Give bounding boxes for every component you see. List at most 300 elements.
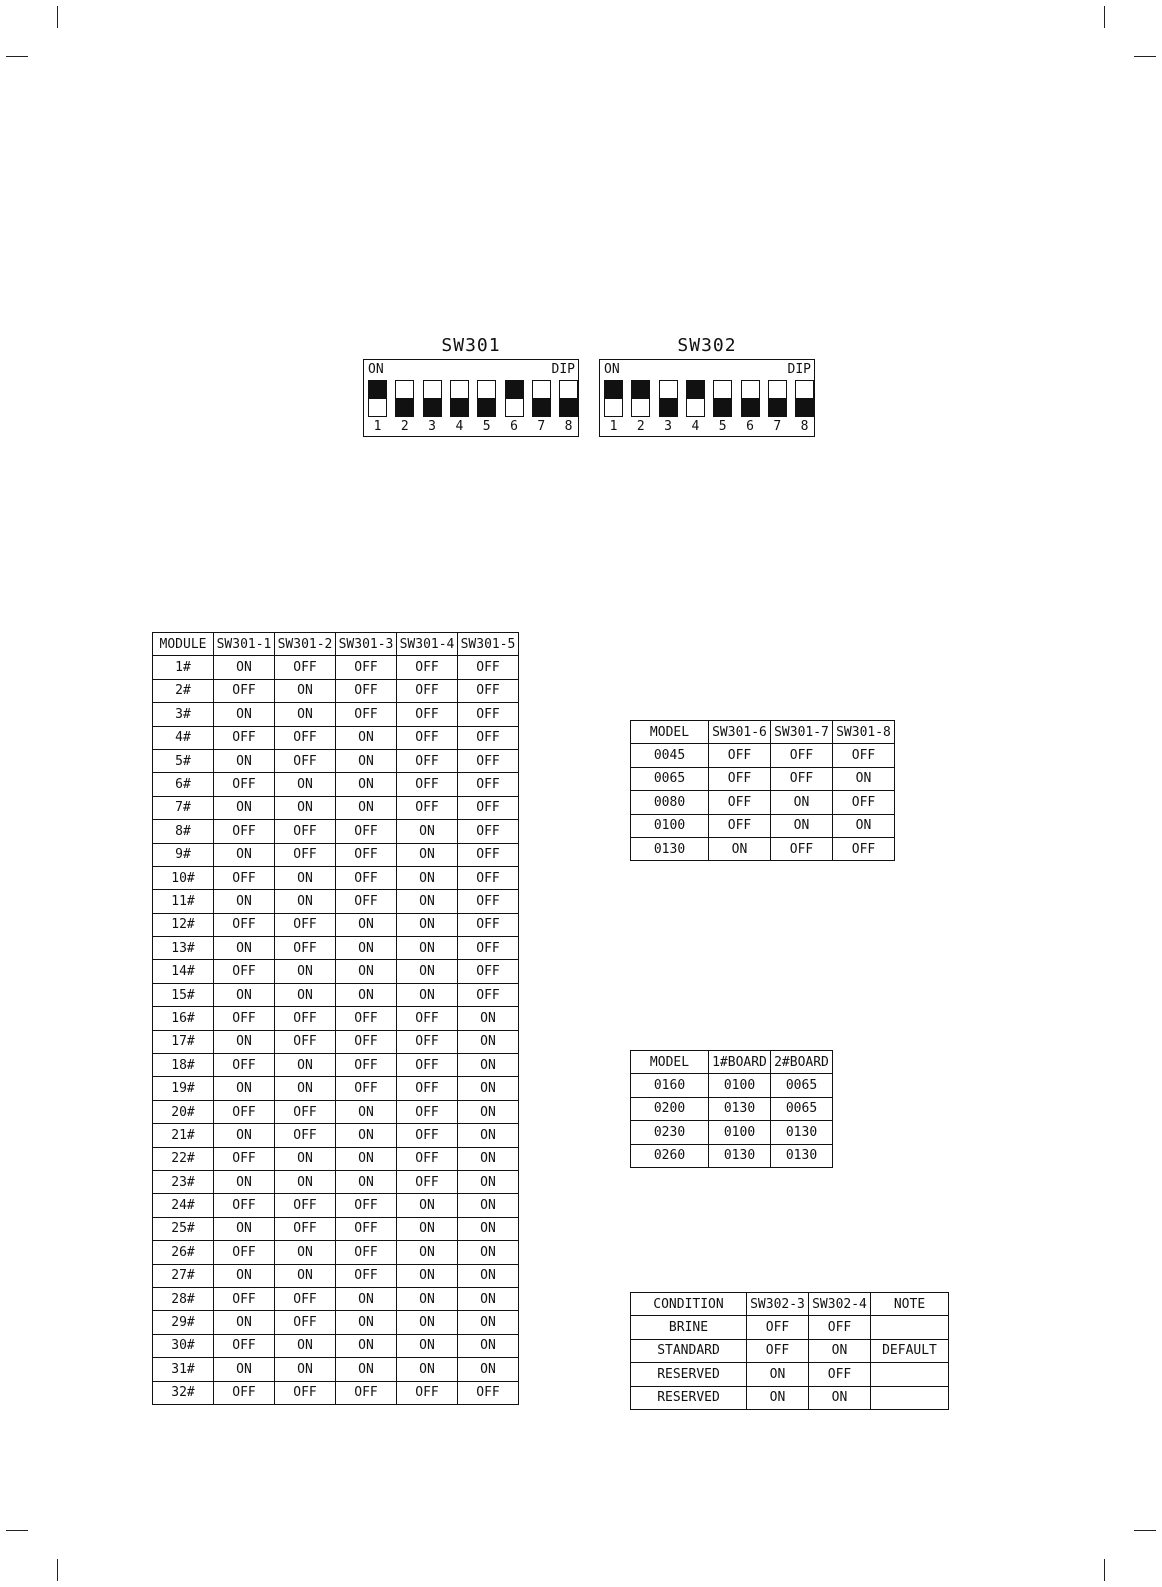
crop-mark: [57, 6, 58, 28]
dip-switch-toggle: [604, 380, 623, 417]
switch-state-cell: OFF: [336, 1264, 397, 1287]
table-row: [153, 1217, 519, 1240]
switch-state-cell: OFF: [275, 1007, 336, 1030]
switch-state-cell: OFF: [458, 983, 519, 1006]
row-label-cell: 3#: [153, 703, 214, 726]
switch-state-cell: OFF: [709, 744, 771, 767]
switch-state-cell: OFF: [397, 1170, 458, 1193]
column-header: SW301-2: [275, 633, 336, 656]
table-row: [631, 1316, 949, 1339]
row-label-cell: 20#: [153, 1100, 214, 1123]
switch-state-cell: ON: [275, 1054, 336, 1077]
dip-switch-title: SW301: [441, 335, 501, 356]
dip-switch-number: 1: [609, 419, 618, 434]
switch-state-cell: ON: [336, 913, 397, 936]
switch-state-cell: ON: [214, 1358, 275, 1381]
dip-switch-knob: [687, 381, 704, 399]
dip-switch-knob: [396, 398, 413, 416]
dip-switch-number: 8: [800, 419, 809, 434]
row-label-cell: 2#: [153, 679, 214, 702]
dip-switch-number: 6: [510, 419, 518, 434]
table-row: [153, 1381, 519, 1404]
switch-state-cell: OFF: [275, 749, 336, 772]
switch-state-cell: ON: [275, 679, 336, 702]
switch-state-cell: OFF: [275, 1287, 336, 1310]
dip-switch-number: 7: [537, 419, 546, 434]
switch-state-cell: OFF: [458, 796, 519, 819]
switch-state-cell: ON: [709, 837, 771, 860]
row-label-cell: 0130: [631, 837, 709, 860]
switch-state-cell: OFF: [458, 749, 519, 772]
board-model-cell: 0130: [709, 1097, 771, 1120]
switch-state-cell: OFF: [275, 1311, 336, 1334]
dip-switch-number: 2: [636, 419, 645, 434]
switch-state-cell: OFF: [336, 1241, 397, 1264]
switch-state-cell: OFF: [771, 744, 833, 767]
dip-switch-toggle: [477, 380, 496, 417]
switch-state-cell: OFF: [214, 866, 275, 889]
column-header: SW302-3: [747, 1293, 809, 1316]
table-row: [153, 1147, 519, 1170]
switch-state-cell: ON: [397, 890, 458, 913]
table-row: [153, 703, 519, 726]
dip-switch-toggle: [559, 380, 578, 417]
dip-switch-knob: [424, 398, 441, 416]
table-row: [153, 1311, 519, 1334]
table-row: [153, 960, 519, 983]
switch-state-cell: ON: [458, 1241, 519, 1264]
switch-state-cell: OFF: [214, 1147, 275, 1170]
row-label-cell: 11#: [153, 890, 214, 913]
switch-state-cell: ON: [397, 1358, 458, 1381]
switch-state-cell: ON: [336, 960, 397, 983]
switch-state-cell: ON: [214, 796, 275, 819]
switch-state-cell: OFF: [397, 1147, 458, 1170]
switch-state-cell: OFF: [214, 726, 275, 749]
dip-switch-knob: [506, 381, 523, 399]
switch-state-cell: OFF: [397, 1007, 458, 1030]
row-label-cell: 24#: [153, 1194, 214, 1217]
switch-state-cell: ON: [458, 1311, 519, 1334]
column-header: SW301-4: [397, 633, 458, 656]
row-label-cell: 13#: [153, 937, 214, 960]
switch-state-cell: ON: [397, 843, 458, 866]
row-label-cell: 0080: [631, 791, 709, 814]
row-label-cell: 18#: [153, 1054, 214, 1077]
switch-state-cell: OFF: [275, 820, 336, 843]
switch-state-cell: ON: [214, 703, 275, 726]
switch-state-cell: ON: [397, 866, 458, 889]
condition-value-cell: OFF: [747, 1339, 809, 1362]
switch-state-cell: OFF: [275, 1194, 336, 1217]
switch-state-cell: OFF: [397, 1030, 458, 1053]
switch-state-cell: OFF: [214, 913, 275, 936]
dip-switch-knob: [632, 381, 649, 399]
switch-state-cell: OFF: [458, 1381, 519, 1404]
dip-switch-toggle: [505, 380, 524, 417]
row-label-cell: 23#: [153, 1170, 214, 1193]
table-row: [153, 1170, 519, 1193]
dip-switch-title: SW302: [677, 335, 737, 356]
column-header: SW301-7: [771, 721, 833, 744]
switch-state-cell: ON: [397, 1311, 458, 1334]
dip-switch-toggle: [423, 380, 442, 417]
switch-state-cell: OFF: [336, 820, 397, 843]
switch-state-cell: ON: [397, 913, 458, 936]
table-row: [153, 726, 519, 749]
condition-value-cell: [871, 1386, 949, 1409]
table-row: [153, 866, 519, 889]
row-label-cell: 0065: [631, 767, 709, 790]
switch-state-cell: ON: [833, 814, 895, 837]
switch-state-cell: OFF: [336, 890, 397, 913]
board-combination-table: [630, 1050, 833, 1168]
table-row: [153, 820, 519, 843]
condition-value-cell: OFF: [809, 1363, 871, 1386]
switch-state-cell: ON: [336, 1147, 397, 1170]
table-row: [631, 1144, 833, 1167]
switch-state-cell: ON: [336, 1287, 397, 1310]
column-header: SW301-3: [336, 633, 397, 656]
switch-state-cell: ON: [214, 1170, 275, 1193]
switch-state-cell: ON: [275, 1170, 336, 1193]
board-model-cell: 0130: [771, 1121, 833, 1144]
row-label-cell: 0230: [631, 1121, 709, 1144]
dip-switch-knob: [560, 398, 577, 416]
table-row: [631, 837, 895, 860]
switch-state-cell: OFF: [214, 1334, 275, 1357]
row-label-cell: 12#: [153, 913, 214, 936]
table-row: [153, 1358, 519, 1381]
condition-value-cell: ON: [747, 1386, 809, 1409]
switch-state-cell: OFF: [458, 703, 519, 726]
dip-switch-toggle: [686, 380, 705, 417]
switch-state-cell: OFF: [336, 1030, 397, 1053]
table-row: [153, 1264, 519, 1287]
switch-state-cell: OFF: [336, 1054, 397, 1077]
switch-state-cell: OFF: [397, 1381, 458, 1404]
table-header-row: [631, 721, 895, 744]
dip-switch-toggle: [768, 380, 787, 417]
row-label-cell: RESERVED: [631, 1386, 747, 1409]
table-row: [153, 983, 519, 1006]
table-row: [631, 1121, 833, 1144]
switch-state-cell: OFF: [214, 1287, 275, 1310]
dip-switch-toggle: [795, 380, 814, 417]
table-row: [153, 1077, 519, 1100]
condition-value-cell: ON: [747, 1363, 809, 1386]
table-row: [153, 1287, 519, 1310]
table-row: [153, 1334, 519, 1357]
switch-state-cell: OFF: [336, 866, 397, 889]
row-label-cell: 0260: [631, 1144, 709, 1167]
condition-value-cell: [871, 1363, 949, 1386]
table-row: [631, 744, 895, 767]
dip-switch-number: 4: [455, 419, 464, 434]
table-row: [153, 796, 519, 819]
switch-state-cell: OFF: [458, 937, 519, 960]
dip-switch-toggle: [395, 380, 414, 417]
condition-value-cell: ON: [809, 1339, 871, 1362]
column-header: 1#BOARD: [709, 1051, 771, 1074]
switch-state-cell: ON: [214, 890, 275, 913]
switch-state-cell: ON: [833, 767, 895, 790]
switch-state-cell: OFF: [275, 843, 336, 866]
row-label-cell: 29#: [153, 1311, 214, 1334]
row-label-cell: 26#: [153, 1241, 214, 1264]
switch-state-cell: ON: [275, 983, 336, 1006]
board-model-cell: 0065: [771, 1097, 833, 1120]
dip-switch-toggle: [741, 380, 760, 417]
board-model-cell: 0130: [709, 1144, 771, 1167]
switch-state-cell: OFF: [214, 773, 275, 796]
switch-state-cell: ON: [458, 1358, 519, 1381]
switch-state-cell: ON: [397, 960, 458, 983]
switch-state-cell: ON: [336, 796, 397, 819]
switch-state-cell: ON: [458, 1124, 519, 1147]
switch-state-cell: ON: [458, 1194, 519, 1217]
dip-switch-number: 7: [773, 419, 782, 434]
row-label-cell: 8#: [153, 820, 214, 843]
switch-state-cell: OFF: [214, 1100, 275, 1123]
switch-state-cell: ON: [336, 1124, 397, 1147]
switch-state-cell: ON: [458, 1147, 519, 1170]
dip-label: DIP: [551, 362, 575, 377]
switch-state-cell: OFF: [458, 773, 519, 796]
switch-state-cell: OFF: [214, 1381, 275, 1404]
dip-switch-toggle: [631, 380, 650, 417]
switch-state-cell: ON: [336, 773, 397, 796]
switch-state-cell: OFF: [275, 726, 336, 749]
table-row: [153, 679, 519, 702]
table-header-row: [631, 1293, 949, 1316]
column-header: SW301-6: [709, 721, 771, 744]
table-row: [153, 773, 519, 796]
dip-switch-knob: [533, 398, 550, 416]
switch-state-cell: OFF: [397, 749, 458, 772]
switch-state-cell: ON: [336, 1311, 397, 1334]
switch-state-cell: OFF: [275, 1217, 336, 1240]
crop-mark: [1134, 1530, 1156, 1531]
switch-state-cell: ON: [275, 1334, 336, 1357]
dip-switch-number: 1: [373, 419, 382, 434]
board-model-cell: 0130: [771, 1144, 833, 1167]
switch-state-cell: OFF: [336, 1007, 397, 1030]
switch-state-cell: ON: [214, 656, 275, 679]
switch-state-cell: OFF: [336, 843, 397, 866]
row-label-cell: STANDARD: [631, 1339, 747, 1362]
column-header: CONDITION: [631, 1293, 747, 1316]
row-label-cell: 15#: [153, 983, 214, 1006]
switch-state-cell: OFF: [275, 1124, 336, 1147]
switch-state-cell: OFF: [397, 1124, 458, 1147]
dip-switch-knob: [451, 398, 468, 416]
switch-state-cell: ON: [458, 1287, 519, 1310]
switch-state-cell: ON: [336, 1100, 397, 1123]
switch-state-cell: ON: [397, 1264, 458, 1287]
switch-state-cell: OFF: [336, 1077, 397, 1100]
condition-value-cell: [871, 1316, 949, 1339]
column-header: SW301-5: [458, 633, 519, 656]
row-label-cell: 16#: [153, 1007, 214, 1030]
switch-state-cell: OFF: [458, 960, 519, 983]
switch-state-cell: ON: [214, 1264, 275, 1287]
switch-state-cell: OFF: [214, 679, 275, 702]
condition-value-cell: ON: [809, 1386, 871, 1409]
switch-state-cell: OFF: [275, 937, 336, 960]
switch-state-cell: OFF: [458, 656, 519, 679]
table-row: [153, 890, 519, 913]
switch-state-cell: ON: [275, 773, 336, 796]
switch-state-cell: ON: [397, 1287, 458, 1310]
switch-state-cell: OFF: [458, 679, 519, 702]
dip-switch-block: [599, 359, 815, 437]
switch-state-cell: ON: [336, 726, 397, 749]
crop-mark: [6, 1530, 28, 1531]
crop-mark: [6, 56, 28, 57]
crop-mark: [1104, 1559, 1105, 1581]
table-row: [631, 814, 895, 837]
switch-state-cell: OFF: [397, 726, 458, 749]
column-header: MODULE: [153, 633, 214, 656]
dip-on-label: ON: [604, 362, 620, 377]
dip-switch-number: 3: [428, 419, 436, 434]
condition-value-cell: OFF: [747, 1316, 809, 1339]
dip-switch-knob: [796, 398, 813, 416]
dip-switch-toggle: [368, 380, 387, 417]
row-label-cell: 27#: [153, 1264, 214, 1287]
switch-state-cell: ON: [458, 1264, 519, 1287]
column-header: MODEL: [631, 1051, 709, 1074]
switch-state-cell: OFF: [833, 791, 895, 814]
dip-switch-knob: [769, 398, 786, 416]
switch-state-cell: OFF: [397, 1077, 458, 1100]
switch-state-cell: OFF: [709, 791, 771, 814]
crop-mark: [1104, 6, 1105, 28]
table-row: [153, 1007, 519, 1030]
switch-state-cell: ON: [397, 1334, 458, 1357]
switch-state-cell: OFF: [709, 814, 771, 837]
table-row: [153, 1241, 519, 1264]
column-header: SW302-4: [809, 1293, 871, 1316]
switch-state-cell: ON: [214, 843, 275, 866]
table-row: [153, 1124, 519, 1147]
switch-state-cell: ON: [458, 1054, 519, 1077]
switch-state-cell: OFF: [214, 1054, 275, 1077]
row-label-cell: 31#: [153, 1358, 214, 1381]
table-row: [153, 1054, 519, 1077]
switch-state-cell: OFF: [709, 767, 771, 790]
row-label-cell: 21#: [153, 1124, 214, 1147]
dip-switch-toggle: [532, 380, 551, 417]
dip-switch-number: 5: [482, 419, 491, 434]
table-row: [153, 913, 519, 936]
switch-state-cell: ON: [275, 1077, 336, 1100]
row-label-cell: 32#: [153, 1381, 214, 1404]
dip-switch-number: 4: [691, 419, 700, 434]
table-row: [631, 1363, 949, 1386]
dip-switch-knob: [742, 398, 759, 416]
switch-state-cell: OFF: [397, 703, 458, 726]
row-label-cell: 14#: [153, 960, 214, 983]
switch-state-cell: ON: [275, 796, 336, 819]
board-model-cell: 0100: [709, 1121, 771, 1144]
switch-state-cell: ON: [275, 890, 336, 913]
dip-switch-knob: [660, 398, 677, 416]
switch-state-cell: ON: [397, 937, 458, 960]
dip-switch-toggle: [450, 380, 469, 417]
switch-state-cell: OFF: [458, 843, 519, 866]
switch-state-cell: OFF: [458, 913, 519, 936]
switch-state-cell: ON: [397, 1194, 458, 1217]
board-model-cell: 0100: [709, 1074, 771, 1097]
switch-state-cell: OFF: [214, 1007, 275, 1030]
switch-state-cell: ON: [214, 749, 275, 772]
switch-state-cell: OFF: [833, 837, 895, 860]
switch-state-cell: OFF: [336, 1217, 397, 1240]
dip-switch-toggle: [659, 380, 678, 417]
table-row: [631, 767, 895, 790]
row-label-cell: RESERVED: [631, 1363, 747, 1386]
dip-switch-number: 2: [400, 419, 409, 434]
switch-state-cell: OFF: [771, 767, 833, 790]
dip-switch-knob: [478, 398, 495, 416]
switch-state-cell: OFF: [336, 703, 397, 726]
column-header: SW301-8: [833, 721, 895, 744]
row-label-cell: 0100: [631, 814, 709, 837]
row-label-cell: 30#: [153, 1334, 214, 1357]
switch-state-cell: ON: [771, 791, 833, 814]
dip-label: DIP: [787, 362, 811, 377]
switch-state-cell: ON: [458, 1077, 519, 1100]
table-row: [631, 791, 895, 814]
switch-state-cell: ON: [771, 814, 833, 837]
row-label-cell: 6#: [153, 773, 214, 796]
switch-state-cell: ON: [397, 1217, 458, 1240]
switch-state-cell: ON: [397, 1241, 458, 1264]
switch-state-cell: OFF: [458, 890, 519, 913]
row-label-cell: 5#: [153, 749, 214, 772]
crop-mark: [57, 1559, 58, 1581]
switch-state-cell: OFF: [275, 913, 336, 936]
switch-state-cell: ON: [275, 1358, 336, 1381]
row-label-cell: 19#: [153, 1077, 214, 1100]
switch-state-cell: ON: [458, 1170, 519, 1193]
condition-value-cell: OFF: [809, 1316, 871, 1339]
switch-state-cell: OFF: [397, 796, 458, 819]
row-label-cell: BRINE: [631, 1316, 747, 1339]
switch-state-cell: OFF: [397, 773, 458, 796]
row-label-cell: 1#: [153, 656, 214, 679]
table-row: [631, 1074, 833, 1097]
table-header-row: [631, 1051, 833, 1074]
board-model-cell: 0065: [771, 1074, 833, 1097]
switch-state-cell: ON: [275, 703, 336, 726]
switch-state-cell: ON: [214, 937, 275, 960]
row-label-cell: 9#: [153, 843, 214, 866]
dip-switch-block: [363, 359, 579, 437]
switch-state-cell: ON: [275, 1147, 336, 1170]
table-row: [631, 1097, 833, 1120]
row-label-cell: 28#: [153, 1287, 214, 1310]
switch-state-cell: ON: [275, 1241, 336, 1264]
switch-state-cell: ON: [336, 937, 397, 960]
condition-value-cell: DEFAULT: [871, 1339, 949, 1362]
row-label-cell: 7#: [153, 796, 214, 819]
switch-state-cell: OFF: [336, 1194, 397, 1217]
switch-state-cell: OFF: [275, 656, 336, 679]
switch-state-cell: ON: [458, 1007, 519, 1030]
